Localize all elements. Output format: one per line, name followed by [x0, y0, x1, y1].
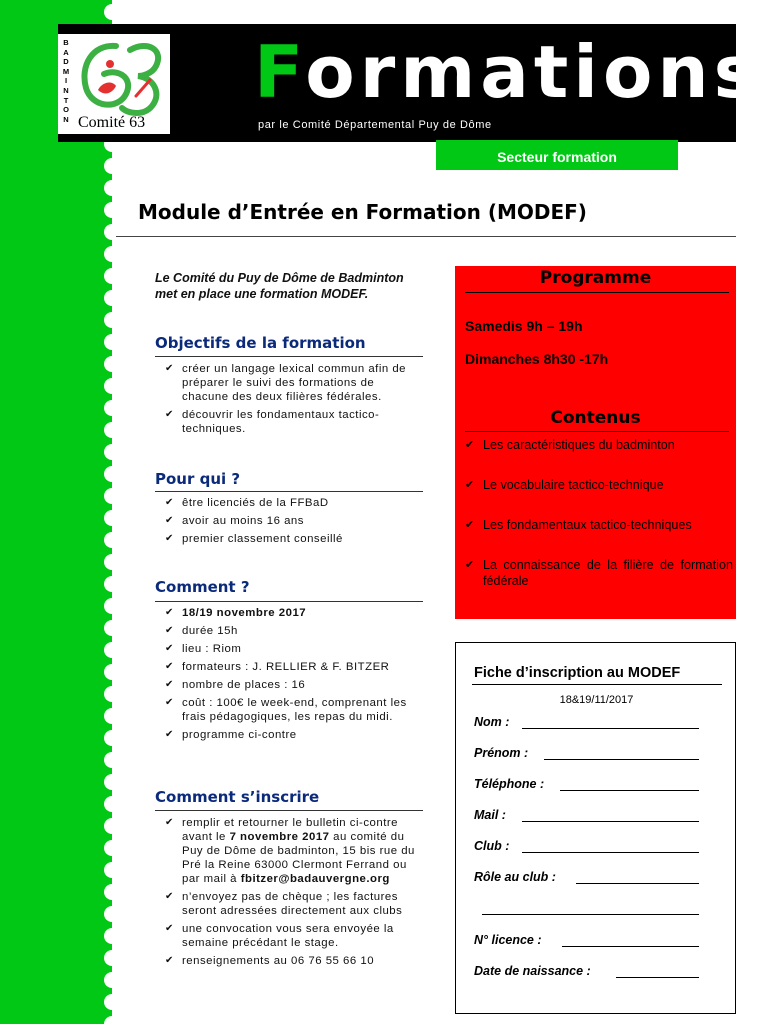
check-icon: ✔ [465, 479, 475, 491]
list-item: ✔ Le vocabulaire tactico-technique [465, 478, 664, 492]
field-label-mail: Mail : [474, 808, 506, 822]
perforation-hole [104, 422, 120, 438]
check-icon: ✔ [465, 439, 475, 451]
field-prenom[interactable] [544, 759, 699, 760]
list-item: ✔ n’envoyez pas de chèque ; les factures seront adressées directement aux clubs [165, 891, 403, 917]
field-label-prenom: Prénom : [474, 746, 529, 760]
perforation-hole [104, 752, 120, 768]
title-first-letter: F [254, 30, 306, 114]
perforation-hole [104, 312, 120, 328]
field-label-club: Club : [474, 839, 510, 853]
perforation-hole [104, 796, 120, 812]
perforation-hole [104, 1016, 120, 1024]
perforation-hole [104, 928, 120, 944]
perforation-hole [104, 686, 120, 702]
field-licence[interactable] [562, 946, 699, 947]
perforation-hole [104, 906, 120, 922]
perforation-hole [104, 158, 120, 174]
form-date: 18&19/11/2017 [559, 694, 634, 706]
inscrire-divider [155, 810, 423, 811]
list-item: ✔ coût : 100€ le week-end, comprenant les frais pédagogiques, les repas du midi. [165, 697, 407, 723]
form-heading-divider [472, 684, 722, 685]
contact-email[interactable]: fbitzer@badauvergne.org [240, 873, 390, 885]
intro-text: Le Comité du Puy de Dôme de Badminton met en place une formation MODEF. [155, 271, 404, 301]
perforation-hole [104, 334, 120, 350]
list-item: ✔ avoir au moins 16 ans [165, 515, 304, 527]
perforation-hole [104, 268, 120, 284]
comment-heading: Comment ? [155, 578, 250, 596]
list-item: ✔ découvrir les fondamentaux tactico-techniques. [165, 409, 380, 435]
field-mail[interactable] [522, 821, 699, 822]
perforation-hole [104, 598, 120, 614]
check-icon: ✔ [165, 679, 174, 690]
form-heading: Fiche d’inscription au MODEF [474, 665, 681, 681]
perforation-hole [104, 290, 120, 306]
logo-name: Comité 63 [78, 114, 146, 131]
check-icon: ✔ [165, 729, 174, 740]
perforation-hole [104, 202, 120, 218]
header-subtitle: par le Comité Départemental Puy de Dôme [258, 119, 492, 131]
perforation-hole [104, 554, 120, 570]
formations-title [254, 30, 762, 114]
green-side-strip [0, 0, 112, 1024]
list-item: ✔ lieu : Riom [165, 643, 242, 655]
field-label-nom: Nom : [474, 715, 510, 729]
comite-logo [58, 34, 170, 134]
contenus-list [465, 437, 733, 613]
check-icon: ✔ [465, 519, 475, 531]
perforation-hole [104, 4, 120, 20]
contenus-divider [465, 431, 729, 432]
contenus-heading: Contenus [550, 408, 641, 428]
perforation-hole [104, 356, 120, 372]
perforation-hole [104, 466, 120, 482]
comment-divider [155, 601, 423, 602]
perforation-hole [104, 246, 120, 262]
perforation-hole [104, 378, 120, 394]
programme-divider [465, 292, 729, 293]
field-label-role: Rôle au club : [474, 870, 556, 884]
list-item: ✔ Les fondamentaux tactico-techniques [465, 518, 692, 532]
perforation-hole [104, 862, 120, 878]
pour-qui-divider [155, 491, 423, 492]
check-icon: ✔ [165, 497, 174, 508]
pour-qui-list [165, 496, 419, 550]
perforation-hole [104, 510, 120, 526]
title-rest: ormations [305, 30, 762, 114]
check-icon: ✔ [165, 661, 174, 672]
inscrire-list [165, 816, 419, 972]
perforation-hole [104, 444, 120, 460]
schedule-saturday: Samedis 9h – 19h [465, 318, 583, 334]
list-item: ✔ Les caractéristiques du badminton [465, 438, 675, 452]
pour-qui-heading: Pour qui ? [155, 470, 241, 488]
check-icon: ✔ [465, 559, 475, 571]
list-item: ✔ être licenciés de la FFBaD [165, 497, 329, 509]
field-role-continued[interactable] [482, 914, 699, 915]
field-label-naissance: Date de naissance : [474, 964, 591, 978]
check-icon: ✔ [165, 363, 174, 374]
field-nom[interactable] [522, 728, 699, 729]
field-club[interactable] [522, 852, 699, 853]
list-item: ✔ nombre de places : 16 [165, 679, 306, 691]
logo-letter: M [62, 66, 70, 76]
title-divider [116, 236, 736, 237]
perforation-hole [104, 642, 120, 658]
logo-letter: I [64, 76, 68, 86]
perforation-hole [104, 664, 120, 680]
check-icon: ✔ [165, 409, 174, 420]
programme-heading: Programme [539, 268, 652, 288]
logo-letter: B [63, 38, 69, 47]
perforation-hole [104, 774, 120, 790]
objectifs-list [165, 362, 419, 440]
inscription-form [455, 642, 736, 1014]
perforation-holes [104, 0, 120, 1024]
field-label-licence: N° licence : [474, 933, 542, 947]
perforation-hole [104, 532, 120, 548]
sector-badge: Secteur formation [436, 140, 678, 170]
check-icon: ✔ [165, 923, 174, 934]
perforation-hole [104, 180, 120, 196]
perforation-hole [104, 620, 120, 636]
logo-letter: N [63, 114, 69, 124]
perforation-hole [104, 972, 120, 988]
perforation-hole [104, 884, 120, 900]
list-item: ✔ créer un langage lexical commun afin de préparer le suivi des formations de chacune des deux filières fédérales. [165, 363, 407, 403]
field-telephone[interactable] [560, 790, 699, 791]
logo-letter: N [63, 85, 69, 95]
field-label-telephone: Téléphone : [474, 777, 545, 791]
schedule-sunday: Dimanches 8h30 -17h [465, 351, 609, 367]
perforation-hole [104, 708, 120, 724]
perforation-hole [104, 224, 120, 240]
perforation-hole [104, 730, 120, 746]
field-naissance[interactable] [616, 977, 699, 978]
perforation-hole [104, 818, 120, 834]
logo-letter: T [63, 95, 69, 105]
list-item: ✔ premier classement conseillé [165, 533, 343, 545]
perforation-hole [104, 840, 120, 856]
logo-63-graphic [72, 36, 168, 118]
check-icon: ✔ [165, 955, 174, 966]
check-icon: ✔ [165, 643, 174, 654]
objectifs-heading: Objectifs de la formation [155, 334, 366, 352]
logo-vertical-text [61, 38, 71, 124]
list-item: ✔ 18/19 novembre 2017 [165, 607, 307, 619]
list-item: ✔ une convocation vous sera envoyée la semaine précédant le stage. [165, 923, 394, 949]
perforation-hole [104, 576, 120, 592]
list-item: ✔ renseignements au 06 76 55 66 10 [165, 955, 375, 967]
logo-letter: A [63, 47, 69, 57]
check-icon: ✔ [165, 817, 174, 828]
perforation-hole [104, 400, 120, 416]
perforation-hole [104, 950, 120, 966]
inscrire-heading: Comment s’inscrire [155, 788, 320, 806]
comment-list [165, 606, 419, 746]
list-item: ✔ La connaissance de la filière de formation fédérale [465, 558, 733, 588]
list-item: ✔ durée 15h [165, 625, 238, 637]
logo-letter: O [63, 105, 69, 115]
check-icon: ✔ [165, 625, 174, 636]
check-icon: ✔ [165, 607, 174, 618]
check-icon: ✔ [165, 515, 174, 526]
list-item: ✔ programme ci-contre [165, 729, 297, 741]
field-role[interactable] [576, 883, 699, 884]
list-item: ✔ formateurs : J. RELLIER & F. BITZER [165, 661, 390, 673]
check-icon: ✔ [165, 697, 174, 708]
perforation-hole [104, 488, 120, 504]
check-icon: ✔ [165, 891, 174, 902]
list-item: ✔ remplir et retourner le bulletin ci-contre avant le 7 novembre 2017 au comité du Puy de Dôme de badminton, 15 bis rue du Pré la Reine 63000 Clermont Ferrand ou par mail à fbitzer@badauvergne.org [165, 817, 415, 885]
perforation-hole [104, 994, 120, 1010]
objectifs-divider [155, 356, 423, 357]
page-title: Module d’Entrée en Formation (MODEF) [138, 200, 587, 224]
check-icon: ✔ [165, 533, 174, 544]
logo-letter: D [63, 57, 69, 67]
